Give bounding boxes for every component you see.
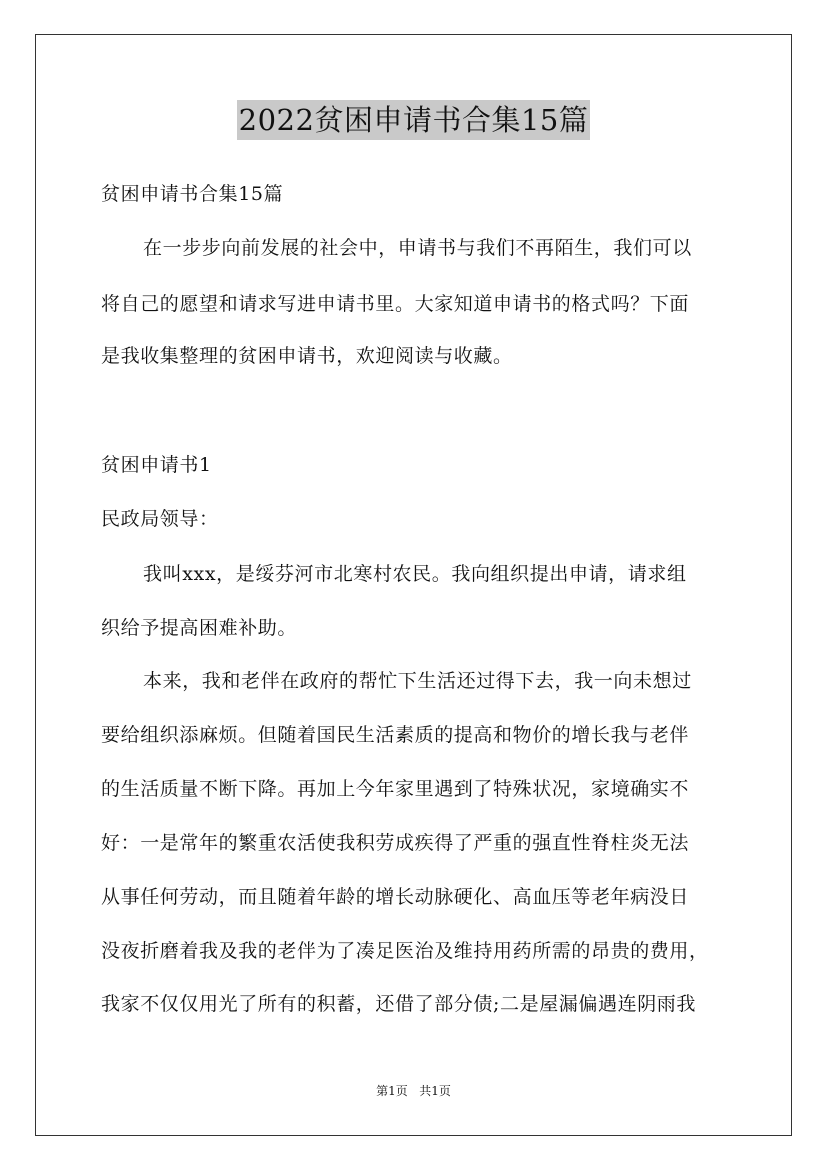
intro-line-3: 是我收集整理的贫困申请书，欢迎阅读与收藏。 xyxy=(101,345,513,367)
para2-line-2: 要给组织添麻烦。但随着国民生活素质的提高和物价的增长我与老伴 xyxy=(101,724,690,746)
para2-line-6: 没夜折磨着我及我的老伴为了凑足医治及维持用药所需的昂贵的费用， xyxy=(101,940,709,962)
para2-line-3: 的生活质量不断下降。再加上今年家里遇到了特殊状况，家境确实不 xyxy=(101,778,690,800)
title-container xyxy=(0,100,827,140)
para1-line-1: 我叫xxx，是绥芬河市北寒村农民。我向组织提出申请，请求组 xyxy=(143,563,687,585)
page-number-footer: 第1页 共1页 xyxy=(376,1084,451,1098)
para2-line-4: 好：一是常年的繁重农活使我积劳成疾得了严重的强直性脊柱炎无法 xyxy=(101,832,690,854)
para2-line-1: 本来，我和老伴在政府的帮忙下生活还过得下去，我一向未想过 xyxy=(143,670,692,692)
document-subtitle: 贫困申请书合集15篇 xyxy=(101,183,284,205)
para1-line-2: 织给予提高困难补助。 xyxy=(101,617,298,639)
intro-line-1: 在一步步向前发展的社会中，申请书与我们不再陌生，我们可以 xyxy=(143,237,692,259)
para2-line-7: 我家不仅仅用光了所有的积蓄，还借了部分债;二是屋漏偏遇连阴雨我 xyxy=(101,993,697,1015)
section-heading: 贫困申请书1 xyxy=(101,454,212,476)
intro-line-2: 将自己的愿望和请求写进申请书里。大家知道申请书的格式吗？下面 xyxy=(101,293,690,315)
document-title: 2022贫困申请书合集15篇 xyxy=(237,100,591,140)
salutation: 民政局领导： xyxy=(101,508,219,530)
para2-line-5: 从事任何劳动，而且随着年龄的增长动脉硬化、高血压等老年病没日 xyxy=(101,886,690,908)
